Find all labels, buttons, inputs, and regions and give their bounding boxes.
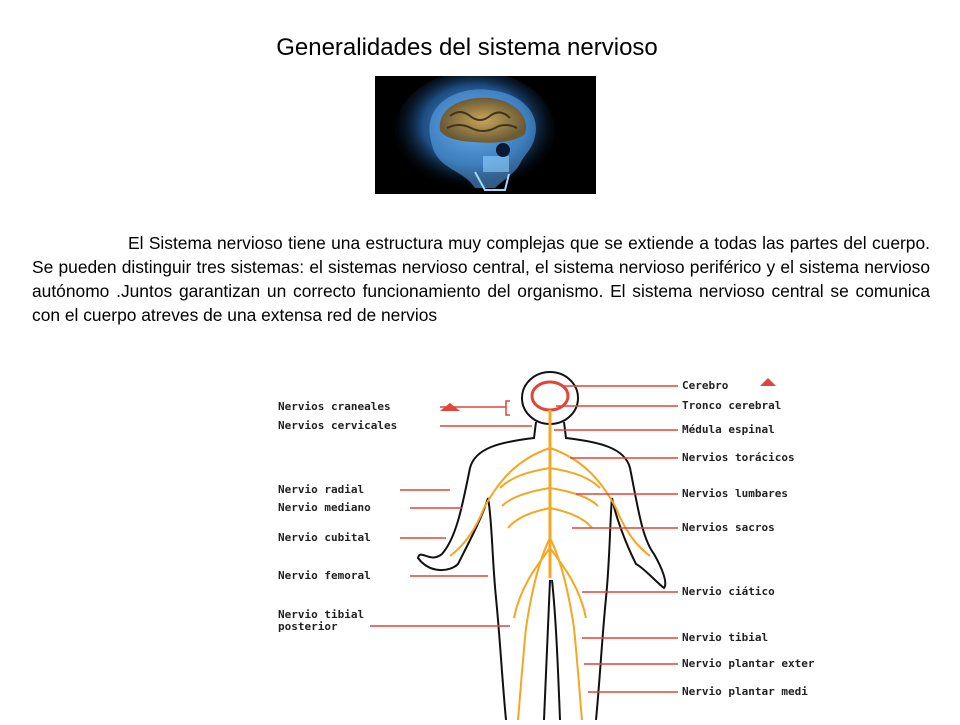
label-medula-espinal: Médula espinal	[682, 423, 775, 436]
brain-skull-image	[375, 76, 596, 194]
label-nervio-ciatico: Nervio ciático	[682, 585, 775, 598]
nerve-network	[450, 382, 650, 720]
label-nervio-mediano: Nervio mediano	[278, 501, 371, 514]
label-nervio-radial: Nervio radial	[278, 483, 365, 496]
label-nervios-lumbares: Nervios lumbares	[682, 487, 788, 500]
label-nervio-plantar-medial: Nervio plantar medi	[682, 685, 808, 698]
body-outline	[418, 372, 665, 720]
nervous-system-diagram	[270, 368, 860, 720]
right-pointer-arrow	[760, 378, 776, 386]
label-tronco-cerebral: Tronco cerebral	[682, 399, 782, 412]
label-nervio-plantar-externo: Nervio plantar exter	[682, 657, 815, 670]
label-nervio-tibial: Nervio tibial	[682, 631, 769, 644]
label-nervios-cervicales: Nervios cervicales	[278, 419, 398, 432]
label-nervio-femoral: Nervio femoral	[278, 569, 371, 582]
left-pointer-lines	[370, 401, 532, 626]
label-nervios-toracicos: Nervios torácicos	[682, 451, 795, 464]
label-nervio-tibial-posterior-line2: posterior	[278, 620, 338, 633]
right-pointer-lines	[554, 386, 678, 692]
label-nervio-tibial-posterior-line1: Nervio tibial	[278, 608, 365, 621]
intro-paragraph-text: El Sistema nervioso tiene una estructura muy complejas que se extiende a todas las partes del cuerpo. Se pueden distinguir tres sistemas: el sistemas nervioso central, el sistema nervioso periférico y el sistema nervioso autónomo .Juntos garantizan un correcto funcionamiento del organismo. El sistema nervioso central se comunica con el cuerpo atreves de una extensa red de nervios	[32, 233, 930, 325]
label-nervios-craneales: Nervios craneales	[278, 400, 391, 413]
label-nervio-cubital: Nervio cubital	[278, 531, 371, 544]
label-cerebro: Cerebro	[682, 379, 729, 392]
label-nervios-sacros: Nervios sacros	[682, 521, 775, 534]
page-title: Generalidades del sistema nervioso	[276, 34, 658, 61]
intro-paragraph	[32, 231, 930, 327]
